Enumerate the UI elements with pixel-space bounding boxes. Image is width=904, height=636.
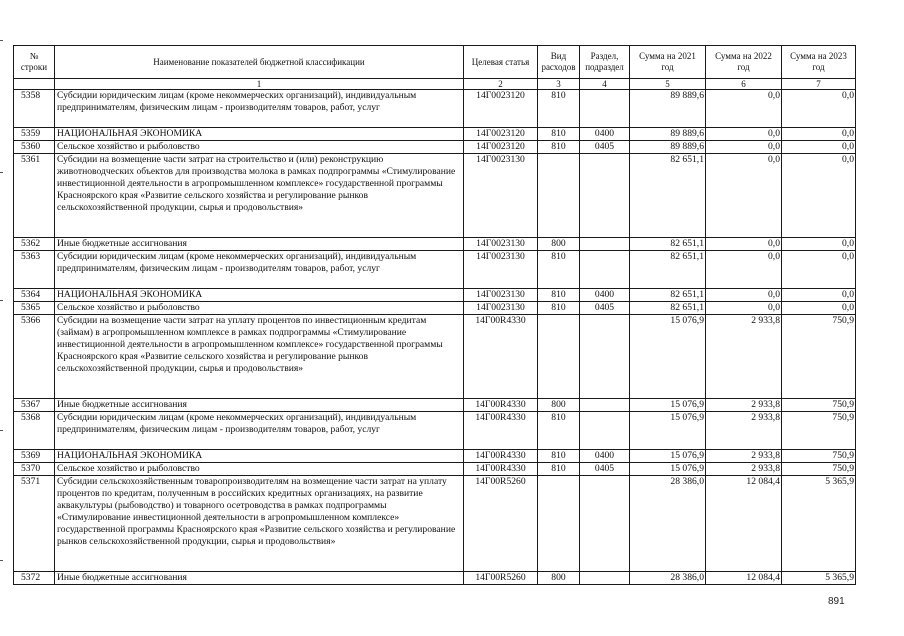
table-row [14, 399, 856, 412]
section [580, 154, 630, 238]
sum-2021: 15 076,9 [630, 450, 706, 463]
table-row [14, 572, 856, 585]
sum-2023: 5 365,9 [782, 476, 856, 572]
table-row [14, 90, 856, 128]
section [580, 476, 630, 572]
row-number: 5367 [14, 399, 55, 412]
sum-2021: 28 386,0 [630, 572, 706, 585]
expense-type: 810 [538, 251, 580, 289]
sum-2022: 0,0 [706, 90, 782, 128]
expense-type: 810 [538, 289, 580, 302]
sum-2021: 28 386,0 [630, 476, 706, 572]
row-number: 5361 [14, 154, 55, 238]
sum-2023: 0,0 [782, 90, 856, 128]
section: 0405 [580, 141, 630, 154]
sum-2023: 750,9 [782, 399, 856, 412]
section: 0400 [580, 450, 630, 463]
sum-2022: 2 933,8 [706, 450, 782, 463]
target-article: 14Г0023130 [464, 238, 538, 251]
header-section: Раздел, подраздел [580, 46, 630, 79]
target-article: 14Г00R4330 [464, 450, 538, 463]
expense-type: 800 [538, 572, 580, 585]
sum-2021: 82 651,1 [630, 154, 706, 238]
indicator-name: Сельское хозяйство и рыболовство [55, 141, 464, 154]
table-row [14, 141, 856, 154]
row-number: 5365 [14, 302, 55, 315]
section [580, 412, 630, 450]
target-article: 14Г0023130 [464, 289, 538, 302]
column-index-row [14, 79, 856, 90]
row-number: 5362 [14, 238, 55, 251]
table-row [14, 302, 856, 315]
expense-type [538, 315, 580, 399]
target-article: 14Г0023120 [464, 90, 538, 128]
row-number: 5370 [14, 463, 55, 476]
table-row [14, 154, 856, 238]
sum-2022: 2 933,8 [706, 412, 782, 450]
expense-type: 810 [538, 90, 580, 128]
table-row [14, 289, 856, 302]
sum-2021: 89 889,6 [630, 90, 706, 128]
section: 0400 [580, 289, 630, 302]
table-row [14, 251, 856, 289]
section: 0400 [580, 128, 630, 141]
sum-2021: 82 651,1 [630, 302, 706, 315]
sum-2021: 89 889,6 [630, 128, 706, 141]
sum-2023: 750,9 [782, 315, 856, 399]
page-number: 891 [828, 596, 845, 607]
sum-2022: 0,0 [706, 238, 782, 251]
row-number: 5368 [14, 412, 55, 450]
column-index: 1 [55, 79, 464, 90]
target-article: 14Г0023120 [464, 141, 538, 154]
header-target-article: Целевая статья [464, 46, 538, 79]
sum-2021: 89 889,6 [630, 141, 706, 154]
expense-type: 810 [538, 302, 580, 315]
sum-2022: 0,0 [706, 251, 782, 289]
sum-2022: 2 933,8 [706, 463, 782, 476]
sum-2022: 0,0 [706, 128, 782, 141]
header-expense-type: Вид расходов [538, 46, 580, 79]
section: 0405 [580, 463, 630, 476]
sum-2023: 0,0 [782, 141, 856, 154]
table-row [14, 238, 856, 251]
column-index: 3 [538, 79, 580, 90]
sum-2021: 15 076,9 [630, 412, 706, 450]
expense-type: 810 [538, 128, 580, 141]
sum-2023: 750,9 [782, 463, 856, 476]
sum-2022: 0,0 [706, 289, 782, 302]
sum-2023: 0,0 [782, 128, 856, 141]
sum-2023: 750,9 [782, 412, 856, 450]
expense-type [538, 154, 580, 238]
indicator-name: Иные бюджетные ассигнования [55, 399, 464, 412]
column-index: 5 [630, 79, 706, 90]
table-row [14, 128, 856, 141]
target-article: 14Г00R4330 [464, 463, 538, 476]
table-row [14, 476, 856, 572]
sum-2021: 82 651,1 [630, 251, 706, 289]
row-number: 5371 [14, 476, 55, 572]
expense-type: 800 [538, 399, 580, 412]
row-number: 5369 [14, 450, 55, 463]
row-number: 5359 [14, 128, 55, 141]
section [580, 572, 630, 585]
sum-2022: 0,0 [706, 302, 782, 315]
target-article: 14Г0023120 [464, 128, 538, 141]
header-row-number: № строки [14, 46, 55, 79]
target-article: 14Г00R4330 [464, 315, 538, 399]
target-article: 14Г0023130 [464, 154, 538, 238]
expense-type: 800 [538, 238, 580, 251]
expense-type: 810 [538, 412, 580, 450]
target-article: 14Г00R4330 [464, 399, 538, 412]
target-article: 14Г0023130 [464, 251, 538, 289]
indicator-name: Субсидии юридическим лицам (кроме некоммерческих организаций), индивидуальным предпринимателям, физическим лицам - производителям товаров, работ, услуг [55, 412, 464, 450]
section [580, 399, 630, 412]
section: 0405 [580, 302, 630, 315]
indicator-name: Сельское хозяйство и рыболовство [55, 302, 464, 315]
indicator-name: НАЦИОНАЛЬНАЯ ЭКОНОМИКА [55, 450, 464, 463]
sum-2021: 82 651,1 [630, 289, 706, 302]
sum-2022: 12 084,4 [706, 476, 782, 572]
budget-table-sheet [13, 45, 855, 585]
column-index: 6 [706, 79, 782, 90]
sum-2022: 2 933,8 [706, 399, 782, 412]
sum-2023: 5 365,9 [782, 572, 856, 585]
sum-2021: 15 076,9 [630, 463, 706, 476]
indicator-name: Субсидии сельскохозяйственным товаропроизводителям на возмещение части затрат на уплату процентов по кредитам, полученным в российских кредитных организациях, на развитие аквакультуры (рыбоводство) и товарного осетроводства в рамках подпрограммы «Стимулирование инвестиционной деятельности в агропромышленном комплексе» государственной программы Красноярского края «Развитие сельского хозяйства и регулирование рынков сельскохозяйственной продукции, сырья и продовольствия» [55, 476, 464, 572]
target-article: 14Г00R4330 [464, 412, 538, 450]
indicator-name: Сельское хозяйство и рыболовство [55, 463, 464, 476]
sum-2023: 0,0 [782, 289, 856, 302]
header-sum-2021: Сумма на 2021 год [630, 46, 706, 79]
table-row [14, 463, 856, 476]
row-number: 5364 [14, 289, 55, 302]
sum-2023: 0,0 [782, 238, 856, 251]
indicator-name: НАЦИОНАЛЬНАЯ ЭКОНОМИКА [55, 128, 464, 141]
sum-2022: 0,0 [706, 154, 782, 238]
section [580, 90, 630, 128]
indicator-name: Иные бюджетные ассигнования [55, 238, 464, 251]
column-index: 2 [464, 79, 538, 90]
indicator-name: Субсидии на возмещение части затрат на строительство и (или) реконструкцию животноводческих объектов для производства молока в рамках подпрограммы «Стимулирование инвестиционной деятельности в агропромышленном комплексе» государственной программы Красноярского края «Развитие сельского хозяйства и регулирование рынков сельскохозяйственной продукции, сырья и продовольствия» [55, 154, 464, 238]
row-number: 5366 [14, 315, 55, 399]
row-number: 5372 [14, 572, 55, 585]
row-number: 5358 [14, 90, 55, 128]
row-number: 5363 [14, 251, 55, 289]
table-row [14, 412, 856, 450]
indicator-name: Субсидии на возмещение части затрат на уплату процентов по инвестиционным кредитам (займам) в агропромышленном комплексе в рамках подпрограммы «Стимулирование инвестиционной деятельности в агропромышленном комплексе» государственной программы Красноярского края «Развитие сельского хозяйства и регулирование рынков сельскохозяйственной продукции, сырья и продовольствия» [55, 315, 464, 399]
sum-2022: 2 933,8 [706, 315, 782, 399]
table-body [14, 90, 856, 585]
sum-2023: 0,0 [782, 154, 856, 238]
sum-2021: 82 651,1 [630, 238, 706, 251]
column-index: 4 [580, 79, 630, 90]
column-index [14, 79, 55, 90]
table-row [14, 450, 856, 463]
target-article: 14Г00R5260 [464, 476, 538, 572]
sum-2023: 750,9 [782, 450, 856, 463]
table-row [14, 315, 856, 399]
sum-2022: 12 084,4 [706, 572, 782, 585]
scan-edge-marks [0, 0, 2, 636]
indicator-name: Иные бюджетные ассигнования [55, 572, 464, 585]
sum-2022: 0,0 [706, 141, 782, 154]
target-article: 14Г00R5260 [464, 572, 538, 585]
indicator-name: Субсидии юридическим лицам (кроме некоммерческих организаций), индивидуальным предпринимателям, физическим лицам - производителям товаров, работ, услуг [55, 90, 464, 128]
header-indicator-name: Наименование показателей бюджетной классификации [55, 46, 464, 79]
expense-type: 810 [538, 463, 580, 476]
indicator-name: НАЦИОНАЛЬНАЯ ЭКОНОМИКА [55, 289, 464, 302]
table-header-row [14, 46, 856, 79]
budget-classification-table [13, 45, 856, 585]
sum-2021: 15 076,9 [630, 399, 706, 412]
sum-2023: 0,0 [782, 251, 856, 289]
header-sum-2022: Сумма на 2022 год [706, 46, 782, 79]
target-article: 14Г0023130 [464, 302, 538, 315]
section [580, 238, 630, 251]
section [580, 251, 630, 289]
sum-2021: 15 076,9 [630, 315, 706, 399]
expense-type [538, 476, 580, 572]
header-sum-2023: Сумма на 2023 год [782, 46, 856, 79]
column-index: 7 [782, 79, 856, 90]
row-number: 5360 [14, 141, 55, 154]
expense-type: 810 [538, 450, 580, 463]
indicator-name: Субсидии юридическим лицам (кроме некоммерческих организаций), индивидуальным предпринимателям, физическим лицам - производителям товаров, работ, услуг [55, 251, 464, 289]
expense-type: 810 [538, 141, 580, 154]
sum-2023: 0,0 [782, 302, 856, 315]
section [580, 315, 630, 399]
